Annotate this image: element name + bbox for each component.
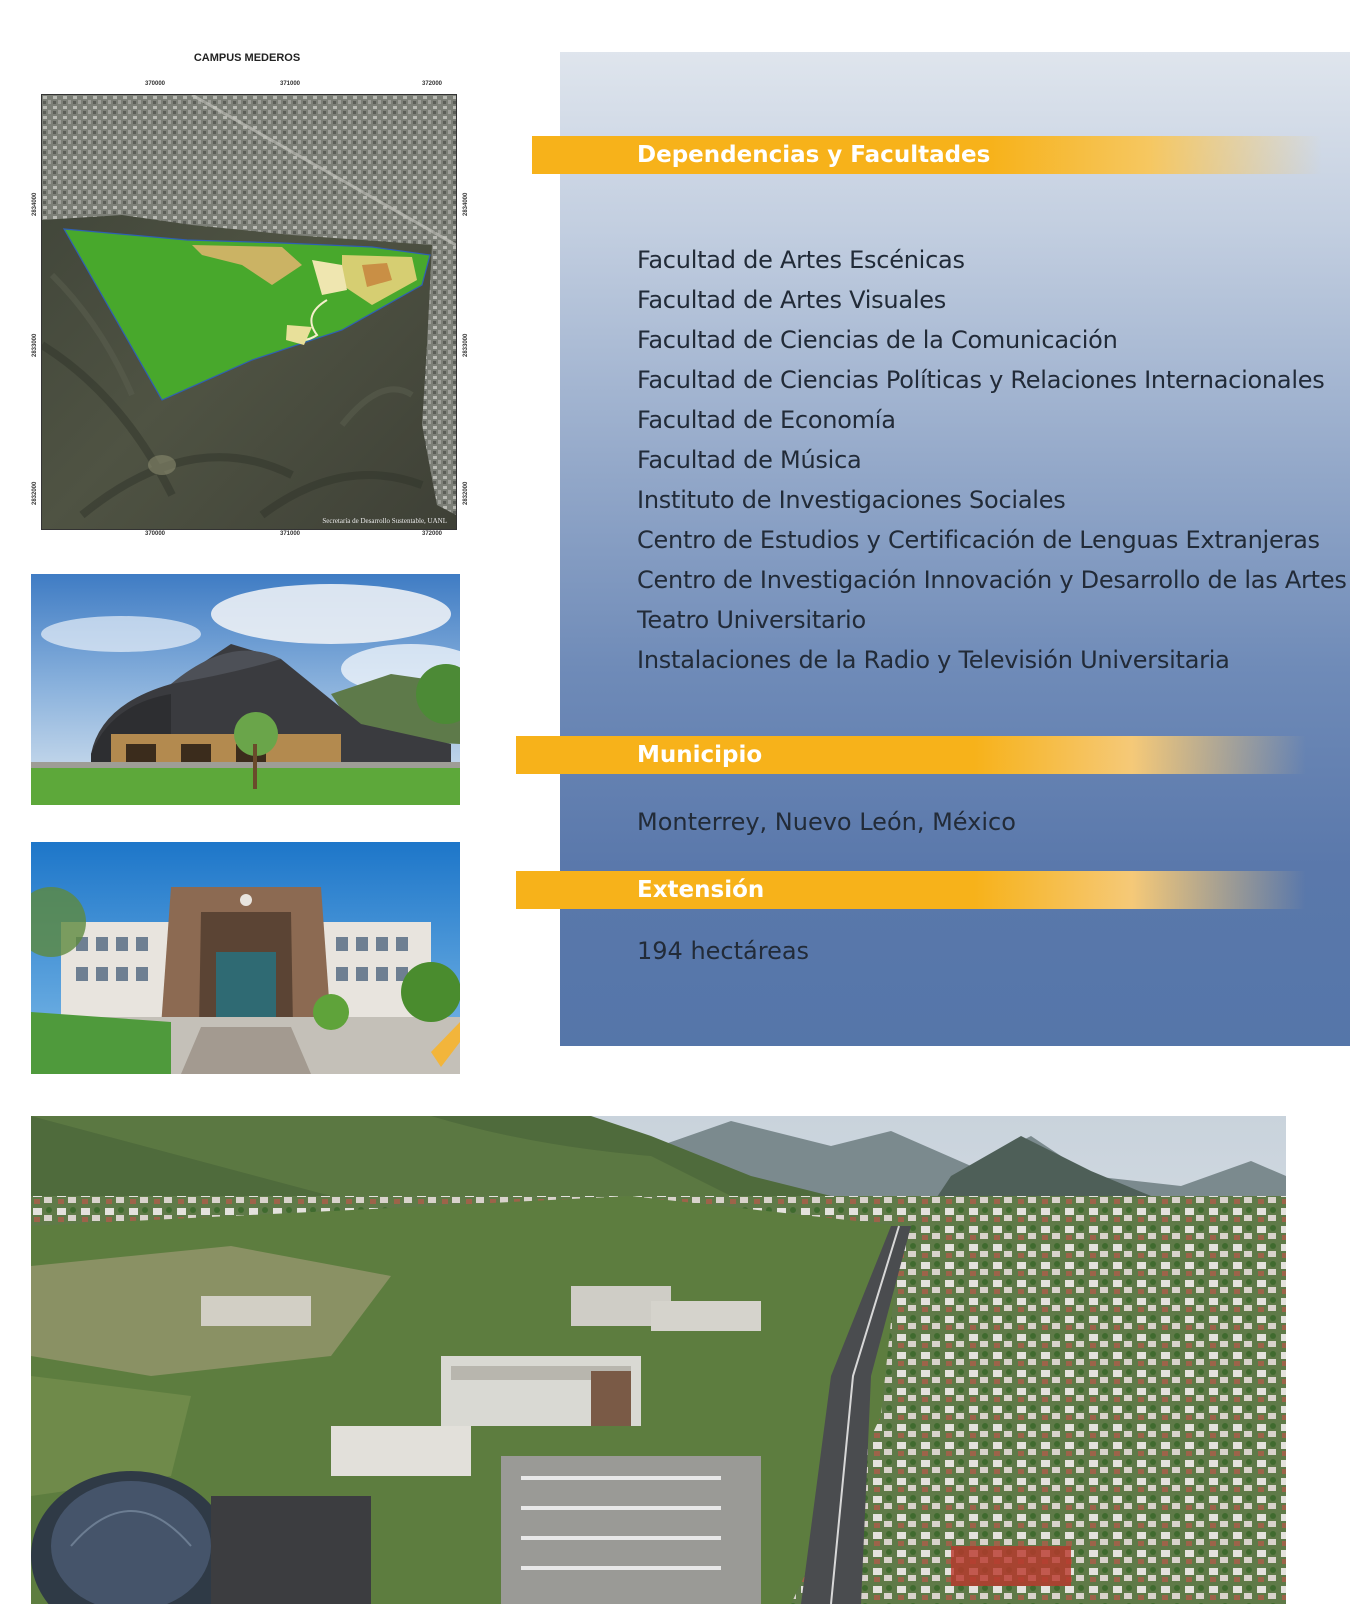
dependencias-list xyxy=(637,240,1347,680)
map-tick-x-top-1: 370000 xyxy=(145,81,166,87)
extension-header xyxy=(516,871,1306,909)
campus-aerial-image xyxy=(31,1116,1286,1604)
municipio-title: Municipio xyxy=(637,742,763,768)
campus-aerial-photo xyxy=(31,1116,1286,1604)
map-tick-x-top-2: 371000 xyxy=(280,81,301,87)
map-satellite-image xyxy=(42,95,456,529)
planetarium-photo xyxy=(31,574,460,805)
municipio-header xyxy=(516,736,1306,774)
list-item: Instituto de Investigaciones Sociales xyxy=(637,486,1066,514)
dependencias-header xyxy=(532,136,1322,174)
faculty-building-photo xyxy=(31,842,460,1074)
map-credit: Secretaría de Desarrollo Sustentable, UANL xyxy=(322,517,447,525)
map-tick-x-bottom-2: 371000 xyxy=(280,531,301,537)
map-tick-y-right-1: 2834000 xyxy=(463,192,469,216)
list-item: Facultad de Artes Visuales xyxy=(637,286,947,314)
municipio-value: Monterrey, Nuevo León, México xyxy=(637,808,1016,836)
list-item: Centro de Investigación Innovación y Desarrollo de las Artes xyxy=(637,566,1347,594)
map-tick-y-left-2: 2833000 xyxy=(32,333,38,357)
map-tick-y-left-1: 2834000 xyxy=(32,192,38,216)
planetarium-image xyxy=(31,574,460,805)
extension-title: Extensión xyxy=(637,877,765,903)
campus-map xyxy=(24,44,469,544)
dependencias-title: Dependencias y Facultades xyxy=(637,142,991,168)
map-tick-y-right-3: 2832000 xyxy=(463,481,469,505)
list-item: Instalaciones de la Radio y Televisión Universitaria xyxy=(637,646,1230,674)
map-tick-y-right-2: 2833000 xyxy=(463,333,469,357)
list-item: Teatro Universitario xyxy=(637,606,866,634)
map-tick-x-bottom-3: 372000 xyxy=(422,531,443,537)
faculty-building-image xyxy=(31,842,460,1074)
list-item: Facultad de Ciencias de la Comunicación xyxy=(637,326,1118,354)
map-tick-x-top-3: 372000 xyxy=(422,81,443,87)
list-item: Facultad de Música xyxy=(637,446,862,474)
list-item: Centro de Estudios y Certificación de Lenguas Extranjeras xyxy=(637,526,1320,554)
list-item: Facultad de Artes Escénicas xyxy=(637,246,965,274)
map-title: CAMPUS MEDEROS xyxy=(193,52,301,64)
list-item: Facultad de Economía xyxy=(637,406,896,434)
map-tick-y-left-3: 2832000 xyxy=(32,481,38,505)
map-tick-x-bottom-1: 370000 xyxy=(145,531,166,537)
map-satellite-frame xyxy=(41,94,457,530)
extension-value: 194 hectáreas xyxy=(637,937,810,965)
list-item: Facultad de Ciencias Políticas y Relaciones Internacionales xyxy=(637,366,1325,394)
